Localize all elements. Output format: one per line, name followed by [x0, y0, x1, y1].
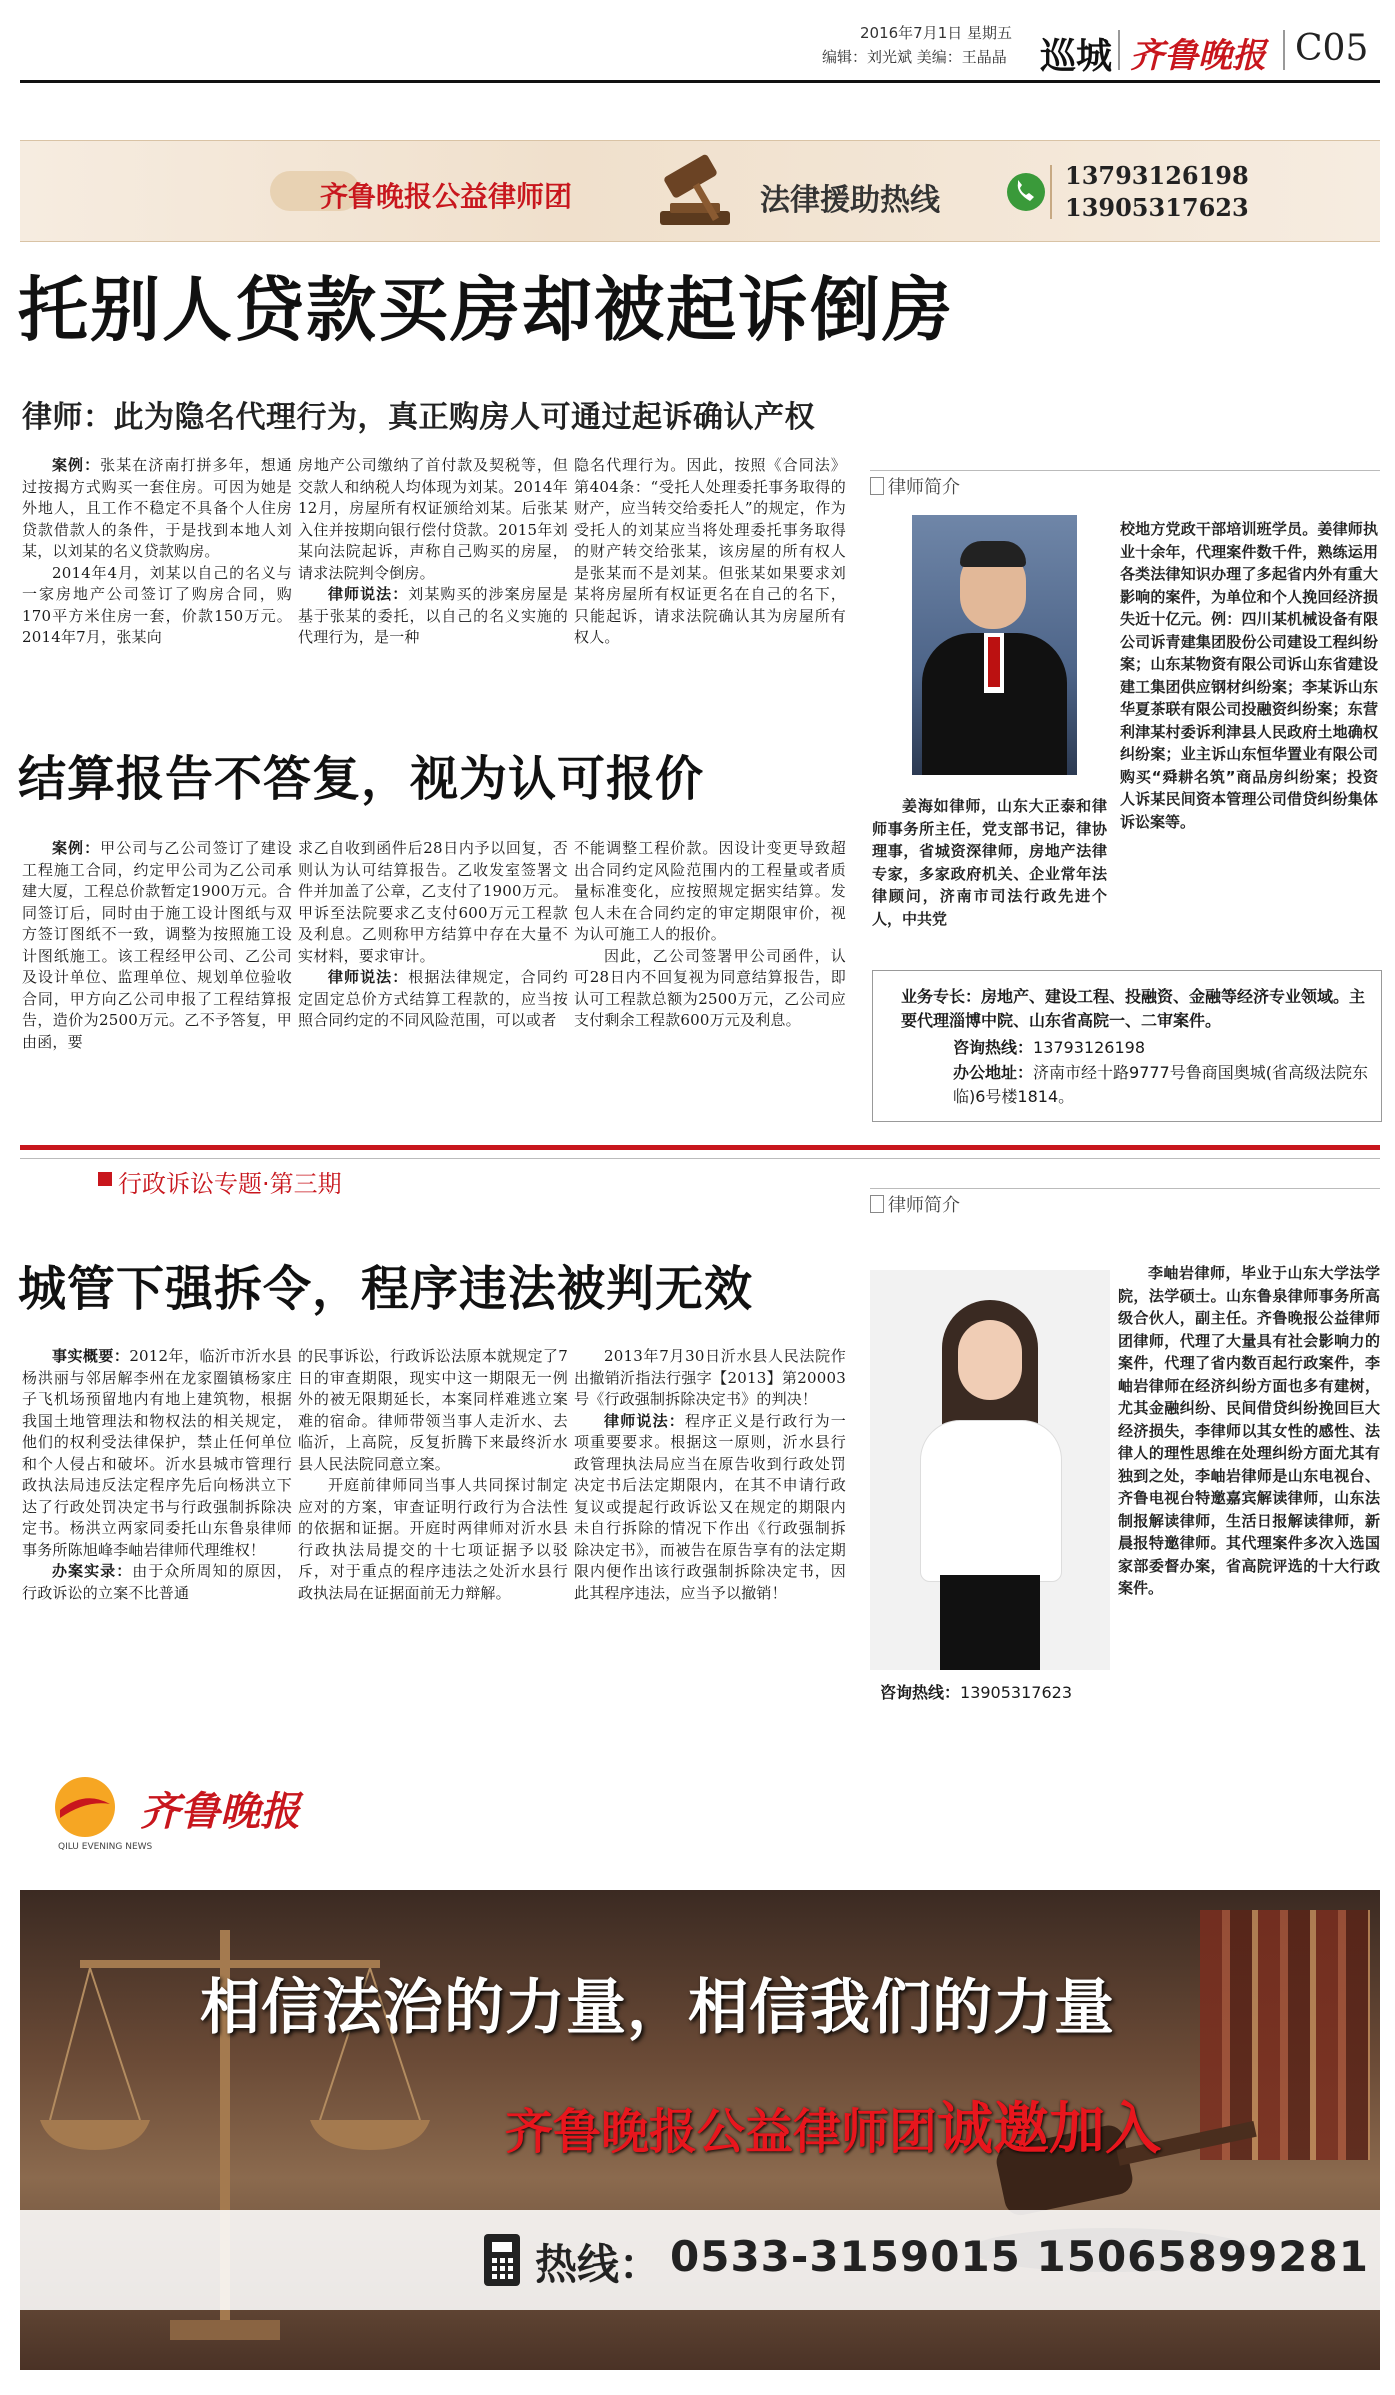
- lawyer1-hotline: 咨询热线：13793126198: [953, 1038, 1145, 1057]
- lawyer1-expertise: 业务专长：房地产、建设工程、投融资、金融等经济专业领域。主要代理淄博中院、山东省高院一、二审案件。: [901, 987, 1366, 1030]
- article1-headline: 托别人贷款买房却被起诉倒房: [18, 269, 954, 351]
- paragraph: 律师说法：程序正义是行政行为一项重要要求。根据这一原则，沂水县行政管理执法局应当在原告收到行政处罚决定书后法定期限内，在其不申请行政复议或提起行政诉讼又在规定的期限内未自行拆除的情况下作出《行政强制拆除决定书》，而被告在原告享有的法定期限内便作出该行政强制拆除决定书，因此其程序违法，应当予以撤销！: [574, 1411, 846, 1602]
- lawyer1-info-box: [872, 970, 1382, 1122]
- paragraph: 不能调整工程价款。因设计变更导致超出合同约定风险范围内的工程量或者质量标准变化，应按照规定据实结算。发包人未在合同约定的审定期限审价，视为认可施工人的报价。: [574, 839, 846, 943]
- paragraph: 办案实录：由于众所周知的原因，行政诉讼的立案不比普通: [22, 1562, 292, 1602]
- lawyer2-bio: [1118, 1262, 1380, 1600]
- phone-handset-icon: [480, 2232, 524, 2288]
- paragraph: 2013年7月30日沂水县人民法院作出撤销沂指法行强字【2013】第20003号《行政强制拆除决定书》的判决！: [574, 1347, 846, 1408]
- lawyer1-section-header: [870, 470, 1380, 503]
- article2-col2: [298, 838, 568, 1032]
- header-editors: 编辑：刘光斌 美编：王晶晶: [822, 48, 1007, 66]
- paragraph: 律师说法：刘某购买的涉案房屋是基于张某的委托，以自己的名义实施的代理行为，是一种: [298, 585, 568, 646]
- header-section: 巡城: [1040, 36, 1113, 77]
- lawyer2-section-label: 律师简介: [888, 1195, 960, 1216]
- ad-hotline-label: 热线：: [535, 2240, 662, 2289]
- topic-square-icon: [98, 1172, 112, 1186]
- paragraph: 因此，乙公司签署甲公司函件，认可28日内不回复视为同意结算报告，即认可工程款总额为2500万元，乙公司应支付剩余工程款600万元及利息。: [574, 946, 846, 1029]
- legal-aid-banner: [20, 140, 1380, 242]
- ad-logo-text: 齐鲁晚报: [140, 1788, 300, 1835]
- header-date: 2016年7月1日 星期五: [860, 24, 1013, 42]
- square-icon: [870, 1195, 884, 1213]
- article3-col1: [22, 1346, 292, 1604]
- paragraph: 律师说法：根据法律规定，合同约定固定总价方式结算工程款的，应当按照合同约定的不同风险范围，可以或者: [298, 968, 568, 1029]
- thin-rule: [20, 1158, 1380, 1159]
- lawyer2-photo: [870, 1270, 1110, 1670]
- lawyer1-address: 办公地址：济南市经十路9777号鲁商国奥城(省高级法院东临)6号楼1814。: [953, 1063, 1368, 1106]
- banner-hotline-label: 法律援助热线: [760, 183, 940, 218]
- ad-image-panel: [20, 1890, 1380, 2370]
- ad-logo-sub: QILU EVENING NEWS: [58, 1842, 153, 1852]
- header-rule: [20, 80, 1380, 83]
- paragraph: 房地产公司缴纳了首付款及契税等，但交款人和纳税人均体现为刘某。2014年12月，房屋所有权证颁给刘某。后张某入住并按期向银行偿付贷款。2015年刘某向法院起诉，声称自己购买的房屋，请求法院判令倒房。: [298, 456, 568, 582]
- bio-text: 李岫岩律师，毕业于山东大学法学院，法学硕士。山东鲁泉律师事务所高级合伙人，副主任。齐鲁晚报公益律师团律师，代理了大量具有社会影响力的案件，代理了省内数百起行政案件，李岫岩律师在经济纠纷方面也多有建树，尤其金融纠纷、民间借贷纠纷挽回巨大经济损失，李律师以其女性的感性、法律人的理性思维在处理纠纷方面尤其有独到之处，李岫岩律师是山东电视台、齐鲁电视台特邀嘉宾解读律师，山东法制报解读律师，生活日报解读律师，新晨报特邀律师。其代理案件多次入选国家部委督办案，省高院评选的十大行政案件。: [1118, 1264, 1380, 1597]
- article1-subhead: 律师：此为隐名代理行为，真正购房人可通过起诉确认产权: [22, 400, 815, 435]
- page-number: C05: [1295, 28, 1369, 69]
- skirt-shape: [940, 1575, 1040, 1670]
- topic-label: 行政诉讼专题·第三期: [118, 1170, 342, 1198]
- header-paper-logo: 齐鲁晚报: [1130, 36, 1266, 76]
- hair-shape: [960, 541, 1026, 567]
- article3-col3: [574, 1346, 846, 1604]
- header-divider-2: [1283, 30, 1285, 70]
- ad-hotline-band: [20, 2210, 1380, 2310]
- ad-top-band: [20, 1758, 1380, 1890]
- lawyer1-bio: [1120, 518, 1378, 833]
- lawyer2-section-header: [870, 1188, 1380, 1221]
- article3-headline: 城管下强拆令，程序违法被判无效: [18, 1261, 754, 1317]
- caption-text: 姜海如律师，山东大正泰和律师事务所主任，党支部书记，律协理事，省城资深律师，房地产法律专家，多家政府机关、企业常年法律顾问，济南市司法行政先进个人，中共党: [872, 797, 1107, 928]
- article1-col2: [298, 455, 568, 649]
- lawyer2-hotline: 咨询热线：13905317623: [880, 1683, 1072, 1702]
- banner-phone-2: 13905317623: [1065, 193, 1249, 222]
- tie-shape: [988, 637, 1000, 687]
- lawyer1-section-label: 律师简介: [888, 477, 960, 498]
- article2-headline: 结算报告不答复，视为认可报价: [18, 751, 705, 807]
- article1-col1: [22, 455, 292, 649]
- ad-hotline-number: 0533-3159015 15065899281: [670, 2232, 1369, 2281]
- gavel-icon: [640, 149, 750, 237]
- square-icon: [870, 477, 884, 495]
- banner-phone-1: 13793126198: [1065, 161, 1249, 190]
- article2-col1: [22, 838, 292, 1053]
- paragraph: 的民事诉讼，行政诉讼法原本就规定了7日的审查期限，现实中这一期限无一例外的被无限期延长，本案同样难逃立案难的宿命。律师带领当事人走沂水、去临沂，上高院，反复折腾下来最终沂水县人民法院同意立案。: [298, 1347, 568, 1473]
- paragraph: 案例：张某在济南打拼多年，想通过按揭方式购买一套住房。可因为她是外地人，且工作不稳定不具备个人住房贷款借款人的条件，于是找到本地人刘某，以刘某的名义贷款购房。: [22, 456, 292, 560]
- paragraph: 开庭前律师同当事人共同探讨制定应对的方案，审查证明行政行为合法性的依据和证据。开庭时两律师对沂水县行政执法局提交的十七项证据予以驳斥，对于重点的程序违法之处沂水县行政执法局在证据面前无力辩解。: [298, 1476, 568, 1602]
- paper-logo-icon: [50, 1772, 120, 1842]
- paragraph: 事实概要：2012年，临沂市沂水县杨洪丽与邻居解李州在龙家圈镇杨家庄子飞机场预留地内有地上建筑物，根据我国土地管理法和物权法的相关规定，他们的权利受法律保护，禁止任何单位和个人侵占和破坏。沂水县城市管理行政执法局违反法定程序先后向杨洪立下达了行政处罚决定书与行政强制拆除决定书。杨洪立两家同委托山东鲁泉律师事务所陈旭峰李岫岩律师代理维权！: [22, 1347, 292, 1559]
- header-divider: [1118, 30, 1120, 70]
- paragraph: 隐名代理行为。因此，按照《合同法》第404条：“受托人处理委托事务取得的财产，应当转交给委托人”的规定，作为受托人的刘某应当将处理委托事务取得的财产转交给张某，该房屋的所有权人是张某而不是刘某。但张某如果要求刘某将房屋所有权证更名在自己的名下，只能起诉，请求法院确认其为房屋所有权人。: [574, 456, 846, 646]
- face-shape: [958, 1320, 1022, 1400]
- paragraph: 求乙自收到函件后28日内予以回复，否则认为认可结算报告。乙收发室签署文件并加盖了公章，乙支付了1900万元。甲诉至法院要求乙支付600万元工程款及利息。乙则称甲方结算中存在大量不实材料，要求审计。: [298, 839, 568, 965]
- article3-col2: [298, 1346, 568, 1604]
- blouse-shape: [920, 1420, 1062, 1582]
- phone-icon: [1005, 171, 1047, 213]
- paragraph: 2014年4月，刘某以自己的名义与一家房地产公司签订了购房合同，购170平方米住房一套，价款150万元。2014年7月，张某向: [22, 563, 292, 646]
- ad-slogan: 相信法治的力量，相信我们的力量: [200, 1973, 1115, 2043]
- article1-col3: [574, 455, 846, 649]
- paragraph: 案例：甲公司与乙公司签订了建设工程施工合同，约定甲公司为乙公司承建大厦，工程总价款暂定1900万元。合同签订后，同时由于施工设计图纸与双方签订图纸不一致，调整为按照施工设计图纸施工。该工程经甲公司、乙公司及设计单位、监理单位、规划单位验收合同，甲方向乙公司申报了工程结算报告，造价为2500万元。乙不予答复，甲由函，要: [22, 839, 292, 1051]
- ad-invite: 齐鲁晚报公益律师团诚邀加入: [505, 2097, 1162, 2162]
- banner-team: 齐鲁晚报公益律师团: [320, 180, 573, 213]
- section-separator: [20, 1145, 1380, 1150]
- bio-text: 校地方党政干部培训班学员。姜律师执业十余年，代理案件数千件，熟练运用各类法律知识办理了多起省内外有重大影响的案件，为单位和个人挽回经济损失近十亿元。例：四川某机械设备有限公司诉青建集团股份公司建设工程纠纷案；山东某物资有限公司诉山东省建设建工集团供应钢材纠纷案；李某诉山东华夏茶联有限公司投融资纠纷案；东营利津某村委诉利津县人民政府土地确权纠纷案；业主诉山东恒华置业有限公司购买“舜耕名筑”商品房纠纷案；投资人诉某民间资本管理公司借贷纠纷集体诉讼案等。: [1120, 520, 1378, 831]
- lawyer1-caption: [872, 795, 1107, 930]
- banner-divider: [1050, 165, 1052, 219]
- lawyer1-photo: [912, 515, 1077, 775]
- article2-col3: [574, 838, 846, 1032]
